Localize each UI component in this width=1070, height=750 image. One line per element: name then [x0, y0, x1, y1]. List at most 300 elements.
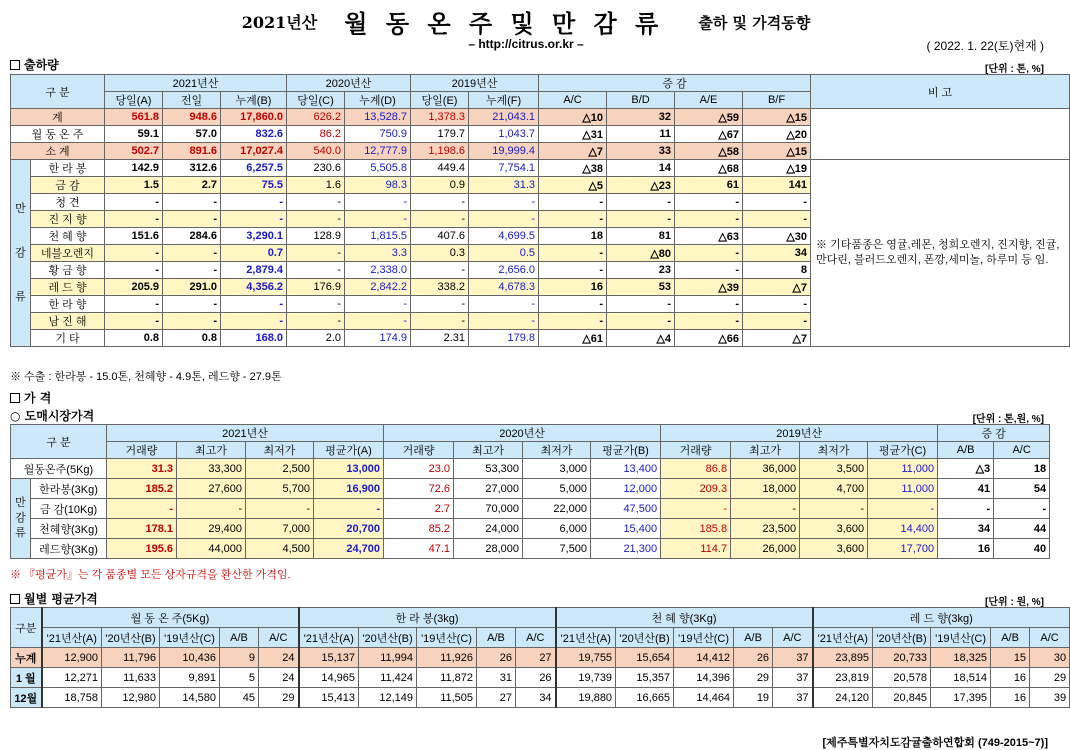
- group-label-char: 감: [15, 512, 26, 524]
- table-cell: △3: [938, 459, 994, 479]
- table-cell: 15,137: [299, 648, 359, 668]
- table-cell: -: [221, 211, 287, 228]
- table-cell: 32: [607, 109, 675, 126]
- table-cell: 141: [743, 177, 811, 194]
- row-label: 12월: [11, 688, 42, 708]
- table-cell: 54: [994, 479, 1050, 499]
- table-cell: 59.1: [105, 126, 163, 143]
- table-cell: -: [163, 194, 221, 211]
- col-header: 거래량: [107, 442, 177, 459]
- table-cell: 17,027.4: [221, 143, 287, 160]
- row-label: 네블오렌지: [31, 245, 105, 262]
- table-cell: 29,400: [177, 519, 246, 539]
- table-cell: 1.5: [105, 177, 163, 194]
- table-cell: 17,395: [931, 688, 991, 708]
- group-label-char: 류: [15, 527, 26, 539]
- table-cell: 2,338.0: [345, 262, 411, 279]
- table-cell: 61: [675, 177, 743, 194]
- table-cell: -: [868, 499, 938, 519]
- as-of-date: ( 2022. 1. 22(토)현재 ): [926, 39, 1044, 53]
- table-cell: △63: [675, 228, 743, 245]
- table-cell: 12,149: [359, 688, 417, 708]
- table-cell: 37: [773, 648, 813, 668]
- table-cell: 2.0: [287, 330, 345, 347]
- table-cell: 44,000: [177, 539, 246, 559]
- table-cell: -: [105, 262, 163, 279]
- header-2021: 2021년산: [107, 425, 384, 442]
- table-cell: 16: [991, 668, 1030, 688]
- table-cell: 14,400: [868, 519, 938, 539]
- table-cell: 0.7: [221, 245, 287, 262]
- table-cell: △7: [743, 330, 811, 347]
- table-cell: 19: [734, 688, 773, 708]
- table-cell: -: [607, 194, 675, 211]
- table-cell: -: [314, 499, 384, 519]
- row-label: 천 혜 향: [31, 228, 105, 245]
- table-cell: 291.0: [163, 279, 221, 296]
- table-cell: 8: [743, 262, 811, 279]
- table-cell: -: [469, 194, 539, 211]
- table-row: [11, 499, 1050, 519]
- table-cell: 19,739: [556, 668, 616, 688]
- col-header: '19년산(C): [931, 628, 991, 648]
- table-cell: 12,900: [42, 648, 102, 668]
- table-cell: -: [177, 499, 246, 519]
- table-cell: 0.5: [469, 245, 539, 262]
- table-cell: 7,000: [246, 519, 314, 539]
- table-cell: 27,600: [177, 479, 246, 499]
- table-cell: 151.6: [105, 228, 163, 245]
- table-cell: 2,500: [246, 459, 314, 479]
- table-cell: △23: [607, 177, 675, 194]
- col-header: '19년산(C): [160, 628, 220, 648]
- header-change: 증 감: [539, 75, 811, 92]
- table-cell: 128.9: [287, 228, 345, 245]
- table-cell: 17,860.0: [221, 109, 287, 126]
- table-cell: 24: [259, 648, 299, 668]
- header-change: 증 감: [938, 425, 1050, 442]
- table-cell: 3,600: [800, 519, 868, 539]
- table-cell: 1,378.3: [411, 109, 469, 126]
- col-header: A/C: [539, 92, 607, 109]
- table-cell: 3.3: [345, 245, 411, 262]
- table-cell: 540.0: [287, 143, 345, 160]
- table-cell: 168.0: [221, 330, 287, 347]
- col-header: '21년산(A): [42, 628, 102, 648]
- table-cell: 2.7: [163, 177, 221, 194]
- table-cell: 14,396: [674, 668, 734, 688]
- table-cell: 37: [773, 668, 813, 688]
- table-cell: 185.8: [661, 519, 731, 539]
- table-cell: 13,000: [314, 459, 384, 479]
- title-subtitle: 출하 및 가격동향: [698, 14, 811, 32]
- checkbox-icon: [10, 594, 20, 604]
- table-cell: 4,699.5: [469, 228, 539, 245]
- table-cell: 2.7: [384, 499, 454, 519]
- table-cell: △66: [675, 330, 743, 347]
- table-cell: 18,758: [42, 688, 102, 708]
- table-row: [11, 519, 1050, 539]
- header-remark: 비 고: [811, 75, 1070, 109]
- table-cell: -: [411, 194, 469, 211]
- table-cell: 11: [607, 126, 675, 143]
- table-cell: 11,505: [417, 688, 477, 708]
- table-cell: 3,290.1: [221, 228, 287, 245]
- header-2019: 2019년산: [411, 75, 539, 92]
- table-cell: -: [539, 211, 607, 228]
- col-header: 최저가: [523, 442, 591, 459]
- table-cell: -: [938, 499, 994, 519]
- col-header: 누계(D): [345, 92, 411, 109]
- table-cell: 14,580: [160, 688, 220, 708]
- table-cell: 12,000: [591, 479, 661, 499]
- monthly-section-title: 월별 평균가격: [10, 590, 98, 607]
- table-cell: 832.6: [221, 126, 287, 143]
- row-label: 황 금 향: [31, 262, 105, 279]
- table-cell: 72.6: [384, 479, 454, 499]
- table-cell: 24,700: [314, 539, 384, 559]
- wholesale-title: ○ 도매시장가격: [10, 409, 95, 423]
- table-cell: -: [105, 194, 163, 211]
- table-cell: 23,500: [731, 519, 800, 539]
- col-header: '20년산(B): [616, 628, 674, 648]
- table-row: [11, 539, 1050, 559]
- header-2020: 2020년산: [287, 75, 411, 92]
- table-cell: 47.1: [384, 539, 454, 559]
- table-cell: 9,891: [160, 668, 220, 688]
- table-cell: △67: [675, 126, 743, 143]
- table-cell: -: [105, 245, 163, 262]
- table-cell: 230.6: [287, 160, 345, 177]
- col-header: 거래량: [384, 442, 454, 459]
- table-cell: -: [221, 194, 287, 211]
- footer-org: [제주특별자치도감귤출하연합회 (749-2015~7)]: [822, 737, 1048, 749]
- table-cell: 40: [994, 539, 1050, 559]
- table-cell: -: [287, 262, 345, 279]
- table-cell: -: [163, 313, 221, 330]
- table-cell: 3,000: [523, 459, 591, 479]
- row-label: 소 계: [11, 143, 105, 160]
- row-label: 남 진 해: [31, 313, 105, 330]
- table-cell: -: [675, 262, 743, 279]
- table-cell: 195.6: [107, 539, 177, 559]
- col-header: A/B: [734, 628, 773, 648]
- group-label-char: 류: [15, 291, 26, 303]
- table-cell: 26: [516, 668, 556, 688]
- header-2020: 2020년산: [384, 425, 661, 442]
- table-cell: 0.3: [411, 245, 469, 262]
- table-cell: -: [539, 313, 607, 330]
- table-cell: 86.2: [287, 126, 345, 143]
- table-cell: 16: [938, 539, 994, 559]
- table-cell: △19: [743, 160, 811, 177]
- table-cell: 31.3: [469, 177, 539, 194]
- table-cell: 24: [259, 668, 299, 688]
- table-cell: 45: [220, 688, 259, 708]
- table-cell: -: [743, 211, 811, 228]
- table-cell: -: [675, 245, 743, 262]
- table-cell: 0.8: [105, 330, 163, 347]
- table-cell: 12,777.9: [345, 143, 411, 160]
- table-cell: 18,325: [931, 648, 991, 668]
- wholesale-price-table: [10, 424, 1050, 559]
- table-cell: 24,000: [454, 519, 523, 539]
- table-cell: 2,656.0: [469, 262, 539, 279]
- table-row: [11, 648, 1070, 668]
- table-cell: 19,880: [556, 688, 616, 708]
- group-label-mangamryu: [11, 479, 31, 559]
- table-cell: -: [743, 296, 811, 313]
- col-header: B/D: [607, 92, 675, 109]
- header-2021: 2021년산: [105, 75, 287, 92]
- table-cell: 34: [516, 688, 556, 708]
- table-cell: 2.31: [411, 330, 469, 347]
- table-cell: 11,633: [102, 668, 160, 688]
- table-cell: -: [469, 211, 539, 228]
- table-cell: 23.0: [384, 459, 454, 479]
- row-label: 1 월: [11, 668, 42, 688]
- table-cell: 19,755: [556, 648, 616, 668]
- table-cell: 11,424: [359, 668, 417, 688]
- col-header: 최저가: [246, 442, 314, 459]
- table-cell: -: [105, 211, 163, 228]
- table-cell: 23,895: [813, 648, 873, 668]
- row-label: 한 라 향: [31, 296, 105, 313]
- table-cell: 11,994: [359, 648, 417, 668]
- col-header: 평균가(A): [314, 442, 384, 459]
- table-cell: 15,654: [616, 648, 674, 668]
- price-section-title: 가 격: [10, 389, 51, 406]
- row-label: 계: [11, 109, 105, 126]
- table-cell: -: [246, 499, 314, 519]
- col-header: B/F: [743, 92, 811, 109]
- table-cell: 34: [743, 245, 811, 262]
- table-cell: -: [287, 296, 345, 313]
- row-label: 레드향(3Kg): [31, 539, 107, 559]
- col-header: 전일: [163, 92, 221, 109]
- table-cell: -: [994, 499, 1050, 519]
- table-cell: -: [105, 313, 163, 330]
- table-cell: 6,257.5: [221, 160, 287, 177]
- table-cell: -: [411, 262, 469, 279]
- table-cell: -: [221, 296, 287, 313]
- table-cell: 44: [994, 519, 1050, 539]
- table-cell: -: [107, 499, 177, 519]
- table-cell: -: [221, 313, 287, 330]
- table-cell: 81: [607, 228, 675, 245]
- col-header: '19년산(C): [674, 628, 734, 648]
- group-header: 한 라 봉(3kg): [299, 608, 556, 628]
- table-cell: 11,000: [868, 459, 938, 479]
- group-label-mangamryu: [11, 160, 31, 347]
- table-cell: 185.2: [107, 479, 177, 499]
- table-cell: △15: [743, 143, 811, 160]
- col-header: 최고가: [177, 442, 246, 459]
- table-cell: 11,926: [417, 648, 477, 668]
- table-cell: 2,879.4: [221, 262, 287, 279]
- table-cell: -: [163, 296, 221, 313]
- table-cell: -: [675, 296, 743, 313]
- table-cell: -: [105, 296, 163, 313]
- table-cell: 176.9: [287, 279, 345, 296]
- table-cell: 17,700: [868, 539, 938, 559]
- table-cell: △10: [539, 109, 607, 126]
- col-header: '19년산(C): [417, 628, 477, 648]
- col-header: '21년산(A): [556, 628, 616, 648]
- table-cell: 11,872: [417, 668, 477, 688]
- table-cell: -: [411, 296, 469, 313]
- col-header: 누계(F): [469, 92, 539, 109]
- table-cell: 5: [220, 668, 259, 688]
- table-cell: △61: [539, 330, 607, 347]
- table-cell: 23: [607, 262, 675, 279]
- table-cell: 3,600: [800, 539, 868, 559]
- table-cell: 57.0: [163, 126, 221, 143]
- col-header: A/B: [220, 628, 259, 648]
- row-label: 진 지 향: [31, 211, 105, 228]
- table-cell: △68: [675, 160, 743, 177]
- table-cell: -: [287, 194, 345, 211]
- table-cell: 0.8: [163, 330, 221, 347]
- table-cell: -: [411, 211, 469, 228]
- table-cell: 26: [734, 648, 773, 668]
- table-cell: 53,300: [454, 459, 523, 479]
- table-cell: -: [800, 499, 868, 519]
- table-cell: 449.4: [411, 160, 469, 177]
- table-cell: -: [607, 313, 675, 330]
- col-header: A/C: [259, 628, 299, 648]
- table-cell: 561.8: [105, 109, 163, 126]
- table-cell: -: [287, 245, 345, 262]
- table-cell: 21,043.1: [469, 109, 539, 126]
- table-row: [11, 160, 1070, 177]
- table-cell: 86.8: [661, 459, 731, 479]
- table-cell: △38: [539, 160, 607, 177]
- table-cell: 16,900: [314, 479, 384, 499]
- title-main: 월 동 온 주 및 만 감 류: [344, 10, 664, 38]
- table-cell: 75.5: [221, 177, 287, 194]
- table-cell: 4,356.2: [221, 279, 287, 296]
- table-cell: 114.7: [661, 539, 731, 559]
- checkbox-icon: [10, 60, 20, 70]
- group-label-char: 감: [15, 247, 26, 259]
- table-cell: -: [345, 296, 411, 313]
- col-header: 최고가: [731, 442, 800, 459]
- col-header: '21년산(A): [299, 628, 359, 648]
- table-cell: 6,000: [523, 519, 591, 539]
- table-cell: 15,400: [591, 519, 661, 539]
- row-label: 월 동 온 주: [11, 126, 105, 143]
- col-header: '21년산(A): [813, 628, 873, 648]
- group-header: 월 동 온 주(5Kg): [42, 608, 299, 628]
- table-cell: 20,700: [314, 519, 384, 539]
- price-unit: [단위 : 톤,원, %]: [972, 414, 1044, 425]
- col-header: A/E: [675, 92, 743, 109]
- col-header: A/B: [938, 442, 994, 459]
- col-header: A/C: [516, 628, 556, 648]
- table-cell: 39: [1030, 688, 1070, 708]
- table-cell: 36,000: [731, 459, 800, 479]
- row-label: 누계: [11, 648, 42, 668]
- table-cell: 20,733: [873, 648, 931, 668]
- table-cell: 30: [1030, 648, 1070, 668]
- row-label: 금 감(10Kg): [31, 499, 107, 519]
- col-header: A/B: [477, 628, 516, 648]
- table-cell: 4,500: [246, 539, 314, 559]
- col-header: A/C: [1030, 628, 1070, 648]
- col-header: 당일(E): [411, 92, 469, 109]
- table-cell: 948.6: [163, 109, 221, 126]
- table-cell: 338.2: [411, 279, 469, 296]
- table-cell: △30: [743, 228, 811, 245]
- table-cell: 502.7: [105, 143, 163, 160]
- table-cell: 13,528.7: [345, 109, 411, 126]
- table-cell: -: [163, 262, 221, 279]
- header-gubun: 구 분: [11, 425, 107, 459]
- table-cell: 27: [516, 648, 556, 668]
- table-cell: 28,000: [454, 539, 523, 559]
- site-url[interactable]: – http://citrus.or.kr –: [468, 37, 584, 51]
- table-cell: △39: [675, 279, 743, 296]
- table-cell: 47,500: [591, 499, 661, 519]
- table-cell: -: [287, 313, 345, 330]
- table-cell: 2,842.2: [345, 279, 411, 296]
- table-cell: 27: [477, 688, 516, 708]
- table-cell: 4,678.3: [469, 279, 539, 296]
- table-cell: △4: [607, 330, 675, 347]
- table-cell: 41: [938, 479, 994, 499]
- shipment-table: [10, 74, 1070, 347]
- row-label: 금 감: [31, 177, 105, 194]
- row-label: 레 드 향: [31, 279, 105, 296]
- row-label: 기 타: [31, 330, 105, 347]
- table-cell: △80: [607, 245, 675, 262]
- table-cell: 1,043.7: [469, 126, 539, 143]
- export-note: ※ 수출 : 한라봉 - 15.0톤, 천혜향 - 4.9톤, 레드향 - 27.9톤: [10, 371, 282, 383]
- row-label: 한라봉(3Kg): [31, 479, 107, 499]
- row-label: 월동온주(5Kg): [11, 459, 107, 479]
- table-cell: -: [675, 313, 743, 330]
- table-cell: 407.6: [411, 228, 469, 245]
- table-cell: 29: [1030, 668, 1070, 688]
- table-cell: -: [163, 211, 221, 228]
- table-cell: -: [539, 245, 607, 262]
- row-label: 한 라 봉: [31, 160, 105, 177]
- table-cell: 4,700: [800, 479, 868, 499]
- table-cell: 10,436: [160, 648, 220, 668]
- header-gubun: 구 분: [11, 75, 105, 109]
- table-cell: 7,754.1: [469, 160, 539, 177]
- header-2019: 2019년산: [661, 425, 938, 442]
- table-cell: 37: [773, 688, 813, 708]
- col-header: 당일(C): [287, 92, 345, 109]
- table-cell: 29: [734, 668, 773, 688]
- table-cell: -: [661, 499, 731, 519]
- table-cell: 18,000: [731, 479, 800, 499]
- table-cell: 22,000: [523, 499, 591, 519]
- monthly-unit: [단위 : 원, %]: [985, 597, 1044, 608]
- table-cell: -: [675, 211, 743, 228]
- table-cell: 53: [607, 279, 675, 296]
- col-header: 거래량: [661, 442, 731, 459]
- table-cell: 7,500: [523, 539, 591, 559]
- table-cell: 142.9: [105, 160, 163, 177]
- table-cell: 33,300: [177, 459, 246, 479]
- table-row: [11, 688, 1070, 708]
- col-header: 누계(B): [221, 92, 287, 109]
- col-header: 최저가: [800, 442, 868, 459]
- table-cell: △7: [539, 143, 607, 160]
